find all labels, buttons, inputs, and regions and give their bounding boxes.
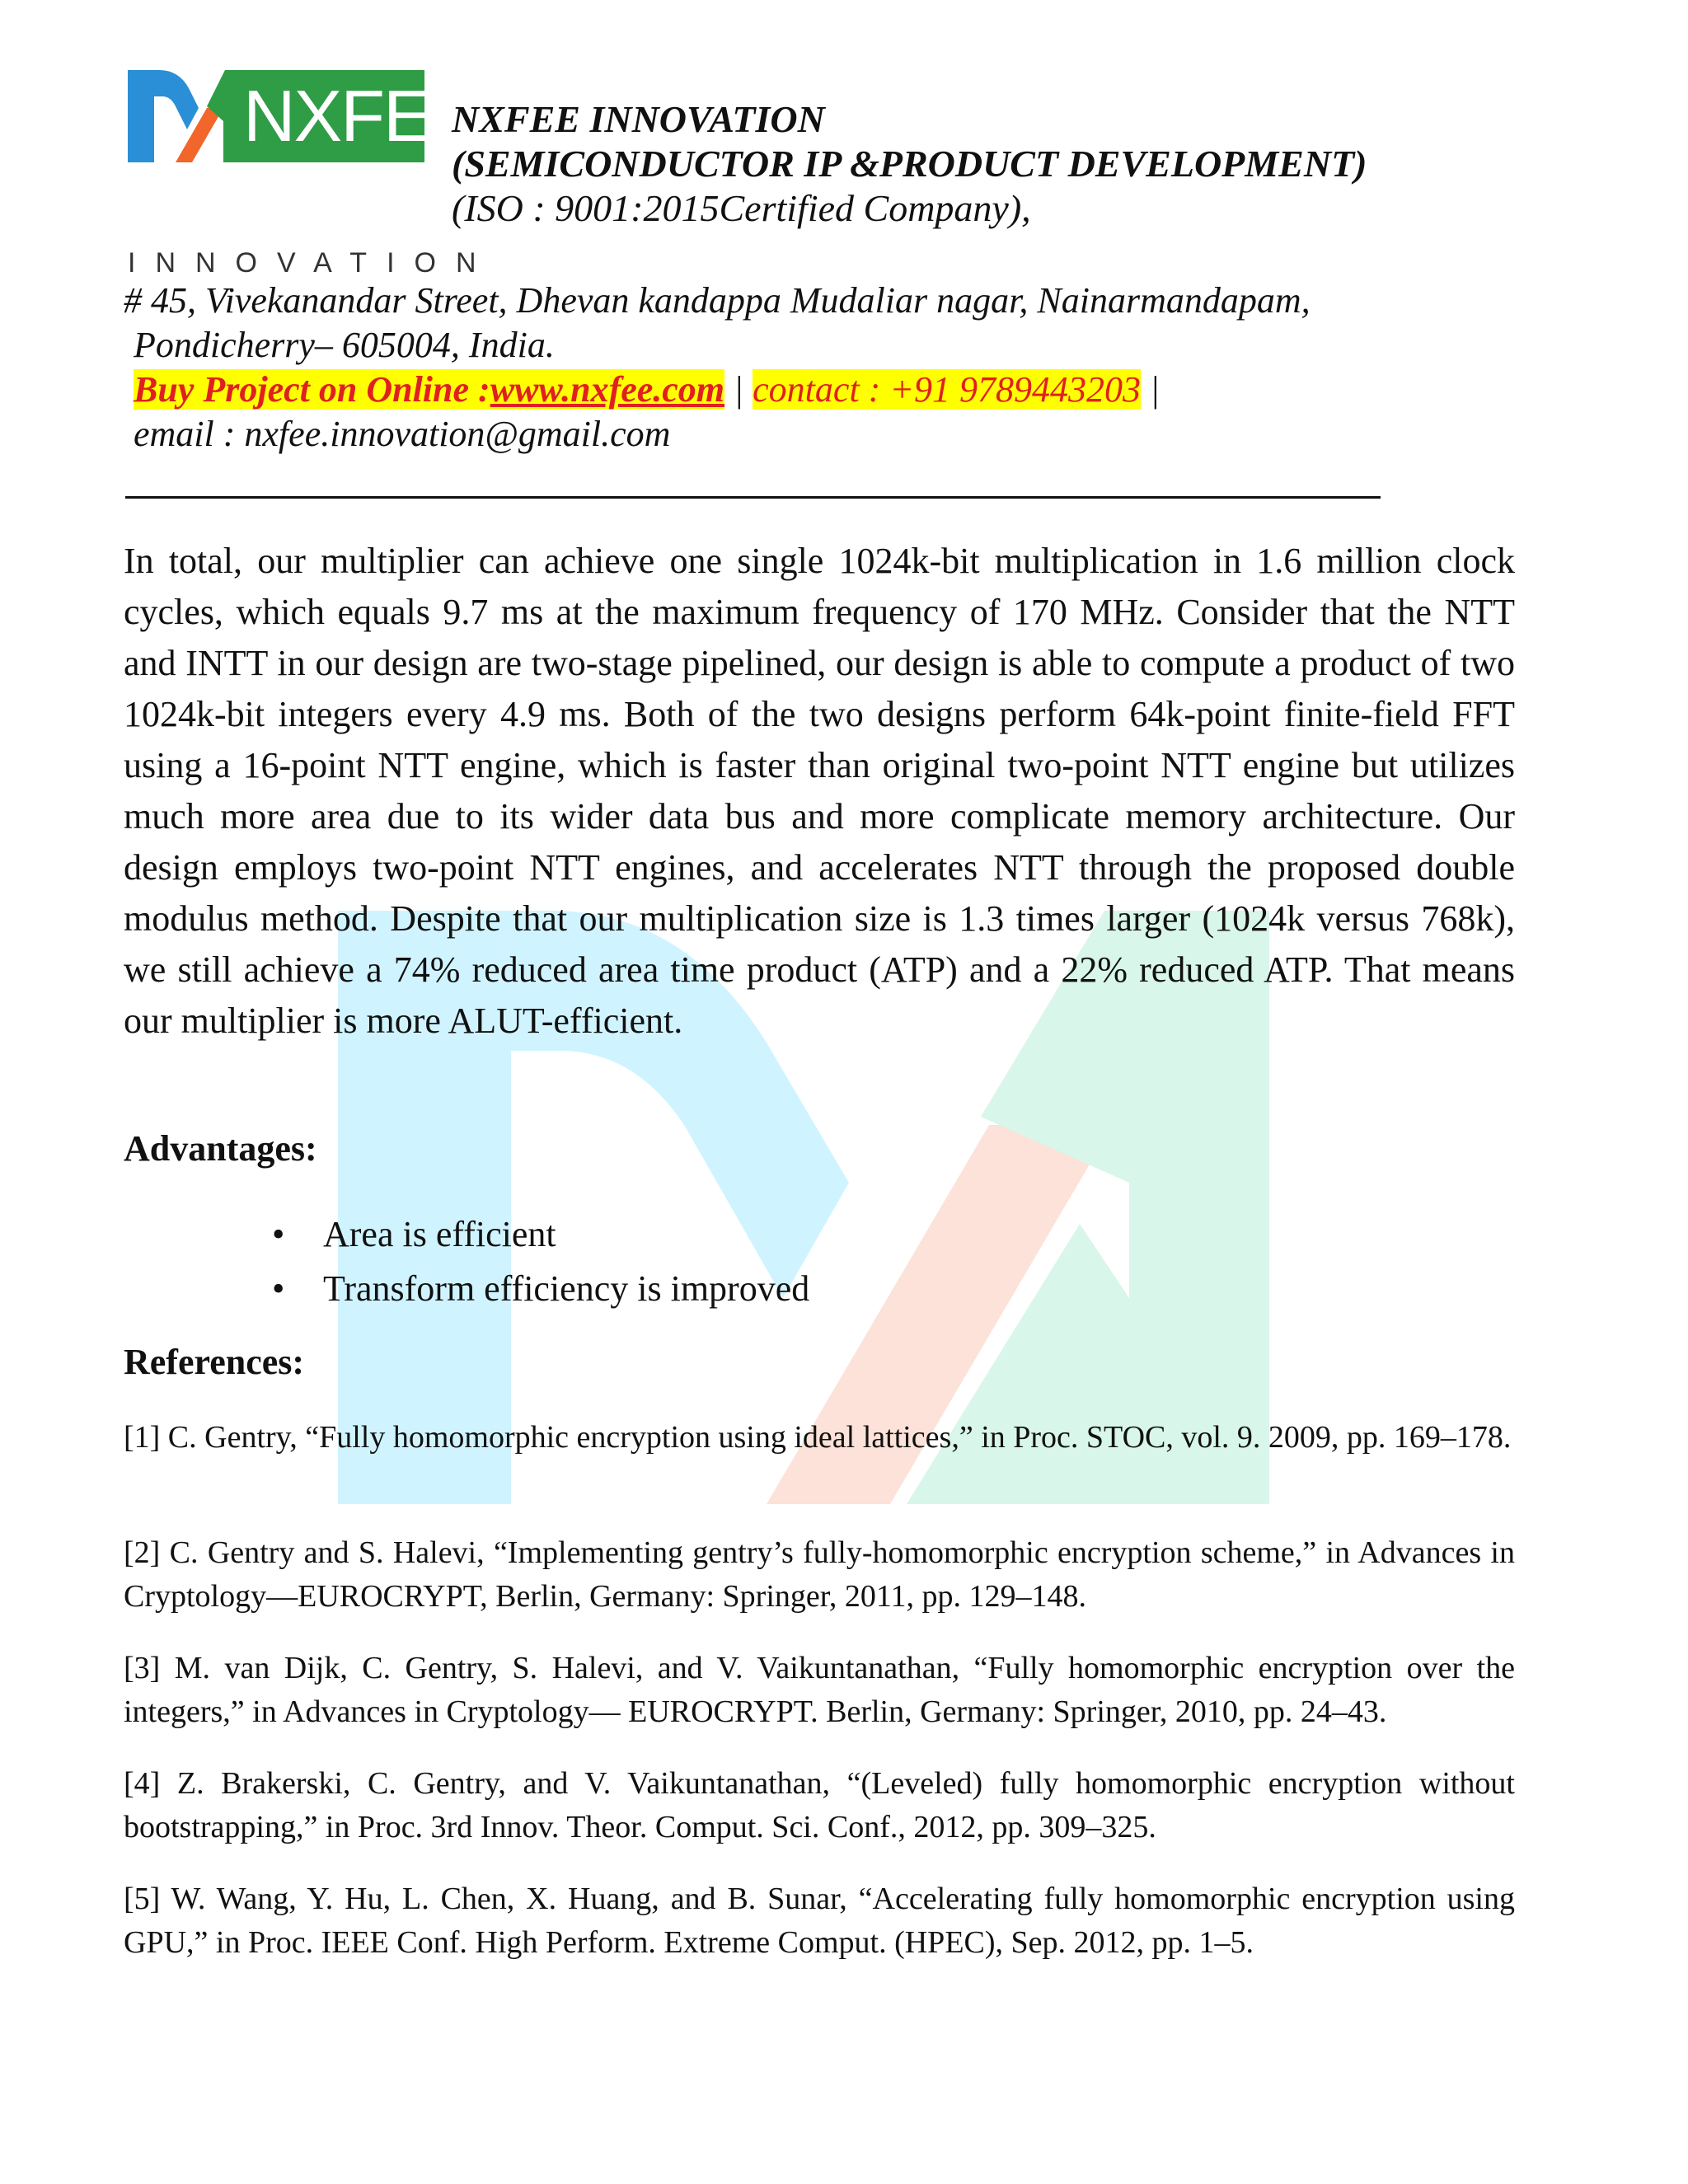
- advantages-heading: Advantages:: [124, 1128, 317, 1169]
- contact-line: [124, 368, 1525, 412]
- logo-wordmark: NXFEE: [235, 70, 424, 162]
- address-line-1: # 45, Vivekanandar Street, Dhevan kandappa Mudaliar nagar, Nainarmandapam,: [124, 280, 1311, 321]
- nx-logo-icon: [128, 70, 235, 162]
- buy-online-label: Buy Project on Online :www.nxfee.com: [134, 369, 725, 410]
- reference-item: [2] C. Gentry and S. Halevi, “Implementing gentry’s fully-homomorphic encryption scheme,” in Advances in Cryptology—EUROCRYPT, Berlin, Germany: Springer, 2011, pp. 129–148.: [124, 1535, 1515, 1614]
- separator: |: [1150, 369, 1160, 410]
- company-name: NXFEE INNOVATION: [452, 98, 825, 140]
- list-item: • Area is efficient: [272, 1207, 809, 1262]
- reference-item: [3] M. van Dijk, C. Gentry, S. Halevi, and V. Vaikuntanathan, “Fully homomorphic encryption over the integers,” in Advances in Cryptology— EUROCRYPT. Berlin, Germany: Springer, 2010, pp. 24–43.: [124, 1651, 1515, 1729]
- header-divider: [125, 496, 1381, 499]
- company-certification: (ISO : 9001:2015Certified Company),: [452, 187, 1031, 229]
- address-line-2: Pondicherry– 605004, India.: [134, 325, 555, 365]
- company-header: [452, 97, 1523, 231]
- company-logo: [128, 70, 496, 279]
- reference-item: [1] C. Gentry, “Fully homomorphic encryption using ideal lattices,” in Proc. STOC, vol. 9. 2009, pp. 169–178.: [124, 1420, 1512, 1455]
- website-link[interactable]: www.nxfee.com: [490, 369, 725, 410]
- logo-subtitle: INNOVATION: [128, 247, 496, 279]
- references-heading: References:: [124, 1342, 305, 1382]
- email-line: email : nxfee.innovation@gmail.com: [134, 414, 671, 454]
- reference-item: [5] W. Wang, Y. Hu, L. Chen, X. Huang, and B. Sunar, “Accelerating fully homomorphic encryption using GPU,” in Proc. IEEE Conf. High Perform. Extreme Comput. (HPEC), Sep. 2012, pp. 1–5.: [124, 1882, 1515, 1960]
- separator: |: [734, 369, 744, 410]
- reference-item: [4] Z. Brakerski, C. Gentry, and V. Vaikuntanathan, “(Leveled) fully homomorphic encryption without bootstrapping,” in Proc. 3rd Innov. Theor. Comput. Sci. Conf., 2012, pp. 309–325.: [124, 1766, 1515, 1844]
- advantages-list: [272, 1207, 809, 1316]
- company-division: (SEMICONDUCTOR IP &PRODUCT DEVELOPMENT): [452, 143, 1367, 185]
- contact-phone: contact : +91 9789443203: [753, 369, 1142, 410]
- list-item: • Transform efficiency is improved: [272, 1262, 809, 1316]
- address-block: [124, 279, 1525, 457]
- body-paragraph: In total, our multiplier can achieve one single 1024k-bit multiplication in 1.6 million clock cycles, which equals 9.7 ms at the maximum frequency of 170 MHz. Consider that the NTT and INTT in our design are two-stage pipelined, our design is able to compute a product of two 1024k-bit integers every 4.9 ms. Both of the two designs perform 64k-point finite-field FFT using a 16-point NTT engine, which is faster than original two-point NTT engine but utilizes much more area due to its wider data bus and more complicate memory architecture. Our design employs two-point NTT engines, and accelerates NTT through the proposed double modulus method. Despite that our multiplication size is 1.3 times larger (1024k versus 768k), we still achieve a 74% reduced area time product (ATP) and a 22% reduced ATP. That means our multiplier is more ALUT-efficient.: [124, 541, 1515, 1041]
